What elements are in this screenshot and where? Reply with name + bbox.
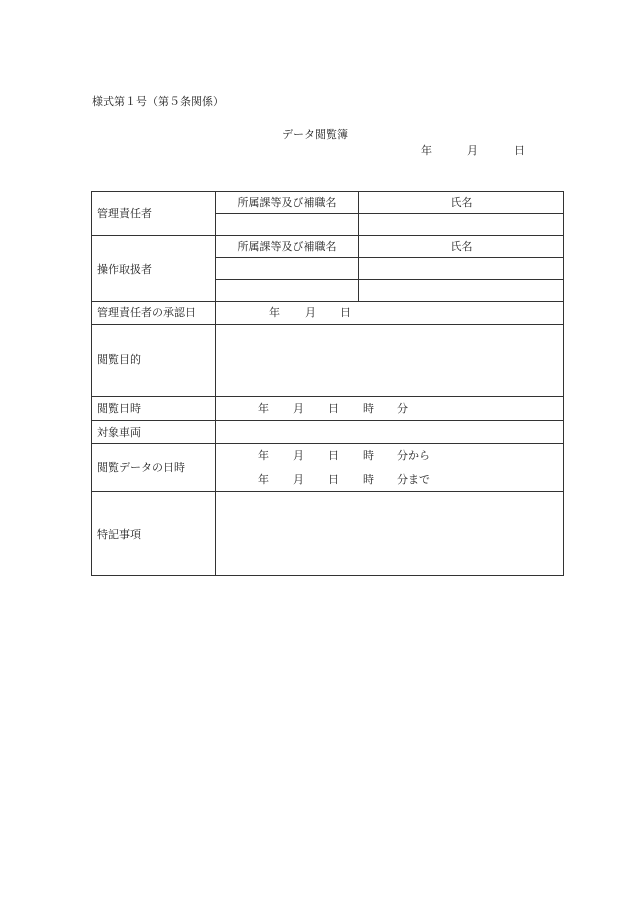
document-title: データ閲覧簿	[282, 128, 348, 141]
view-datetime-label: 閲覧日時	[97, 402, 141, 415]
operator-name-field-1[interactable]	[359, 258, 564, 279]
data-from-hour: 時	[363, 449, 374, 462]
approval-month: 月	[305, 306, 316, 319]
purpose-label: 閲覧目的	[97, 353, 141, 366]
data-from-month: 月	[293, 449, 304, 462]
data-from-minute: 分から	[397, 449, 430, 462]
divider	[92, 235, 564, 236]
header-date-month: 月	[467, 144, 478, 157]
manager-name-header: 氏名	[450, 196, 473, 209]
header-date-day: 日	[514, 144, 525, 157]
manager-dept-header: 所属課等及び補職名	[237, 196, 337, 209]
manager-dept-field[interactable]	[216, 214, 358, 235]
operator-dept-field-1[interactable]	[216, 258, 358, 279]
divider	[92, 396, 564, 397]
data-to-day: 日	[328, 473, 339, 486]
header-date-year: 年	[421, 144, 432, 157]
view-hour: 時	[363, 402, 374, 415]
data-from-day: 日	[328, 449, 339, 462]
notes-label: 特記事項	[97, 528, 141, 541]
vehicle-field[interactable]	[216, 421, 564, 443]
notes-field[interactable]	[216, 492, 564, 576]
data-to-month: 月	[293, 473, 304, 486]
data-datetime-label: 閲覧データの日時	[97, 461, 185, 474]
view-day: 日	[328, 402, 339, 415]
form-number: 様式第１号（第５条関係）	[92, 95, 224, 108]
operator-dept-field-2[interactable]	[216, 280, 358, 301]
view-minute: 分	[397, 402, 408, 415]
viewing-log-form	[91, 191, 564, 576]
operator-name-field-2[interactable]	[359, 280, 564, 301]
divider	[92, 301, 564, 302]
divider	[92, 443, 564, 444]
data-to-minute: 分まで	[397, 473, 430, 486]
approval-day: 日	[340, 306, 351, 319]
data-from-year: 年	[258, 449, 269, 462]
data-to-year: 年	[258, 473, 269, 486]
operator-label: 操作取扱者	[97, 263, 152, 276]
manager-name-field[interactable]	[359, 214, 564, 235]
data-to-hour: 時	[363, 473, 374, 486]
vehicle-label: 対象車両	[97, 426, 141, 439]
operator-name-header: 氏名	[450, 240, 473, 253]
approval-year: 年	[269, 306, 280, 319]
view-year: 年	[258, 402, 269, 415]
approval-date-label: 管理責任者の承認日	[97, 306, 196, 319]
view-month: 月	[293, 402, 304, 415]
manager-label: 管理責任者	[97, 207, 152, 220]
purpose-field[interactable]	[216, 325, 564, 396]
operator-dept-header: 所属課等及び補職名	[237, 240, 337, 253]
